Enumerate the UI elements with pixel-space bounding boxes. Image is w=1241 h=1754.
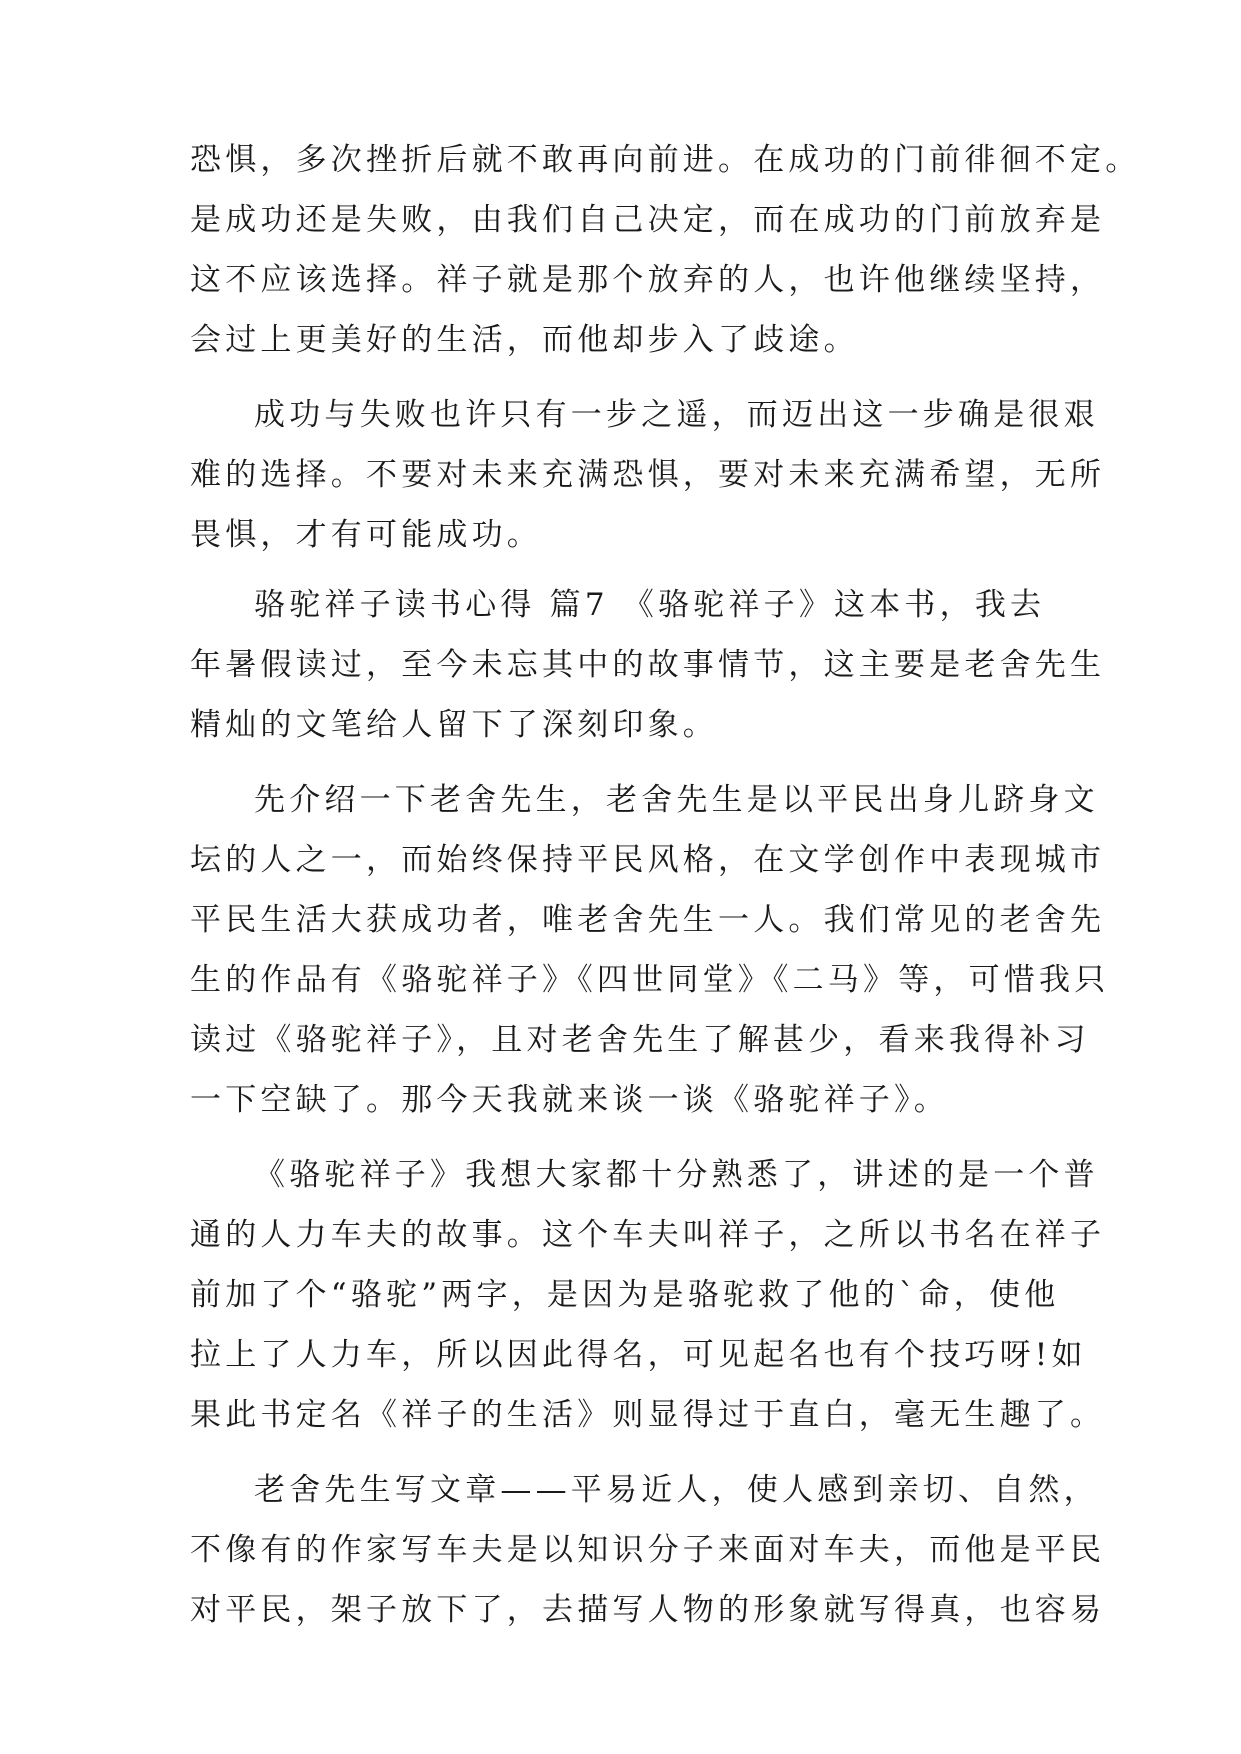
text-line: 一下空缺了。那今天我就来谈一谈《骆驼祥子》。 — [190, 1082, 949, 1118]
section-heading-line: 骆驼祥子读书心得 篇7 《骆驼祥子》这本书，我去 — [254, 587, 1046, 623]
paragraph-first-line: 先介绍一下老舍先生，老舍先生是以平民出身儿跻身文 — [254, 782, 1099, 818]
paragraph-first-line: 成功与失败也许只有一步之遥，而迈出这一步确是很艰 — [254, 397, 1099, 433]
text-line: 前加了个“骆驼”两字，是因为是骆驼救了他的`命，使他 — [190, 1277, 1060, 1313]
text-line: 读过《骆驼祥子》，且对老舍先生了解甚少，看来我得补习 — [190, 1022, 1090, 1058]
text-line: 会过上更美好的生活，而他却步入了歧途。 — [190, 322, 859, 358]
paragraph-first-line: 《骆驼祥子》我想大家都十分熟悉了，讲述的是一个普 — [254, 1157, 1099, 1193]
text-line: 恐惧，多次挫折后就不敢再向前进。在成功的门前徘徊不定。 — [190, 142, 1141, 178]
text-line: 畏惧，才有可能成功。 — [190, 517, 542, 553]
paragraph-first-line: 老舍先生写文章——平易近人，使人感到亲切、自然， — [254, 1472, 1099, 1508]
text-line: 是成功还是失败，由我们自己决定，而在成功的门前放弃是 — [190, 202, 1106, 238]
text-line: 精灿的文笔给人留下了深刻印象。 — [190, 707, 718, 743]
text-line: 拉上了人力车，所以因此得名，可见起名也有个技巧呀!如 — [190, 1337, 1087, 1373]
text-line: 不像有的作家写车夫是以知识分子来面对车夫，而他是平民 — [190, 1532, 1106, 1568]
text-line: 坛的人之一，而始终保持平民风格，在文学创作中表现城市 — [190, 842, 1106, 878]
text-line: 平民生活大获成功者，唯老舍先生一人。我们常见的老舍先 — [190, 902, 1106, 938]
text-line: 难的选择。不要对未来充满恐惧，要对未来充满希望，无所 — [190, 457, 1106, 493]
text-line: 生的作品有《骆驼祥子》《四世同堂》《二马》等，可惜我只 — [190, 962, 1110, 998]
text-line: 这不应该选择。祥子就是那个放弃的人，也许他继续坚持， — [190, 262, 1106, 298]
text-line: 果此书定名《祥子的生活》则显得过于直白，毫无生趣了。 — [190, 1397, 1106, 1433]
text-line: 对平民，架子放下了，去描写人物的形象就写得真，也容易 — [190, 1592, 1106, 1628]
text-line: 年暑假读过，至今未忘其中的故事情节，这主要是老舍先生 — [190, 647, 1106, 683]
text-line: 通的人力车夫的故事。这个车夫叫祥子，之所以书名在祥子 — [190, 1217, 1106, 1253]
